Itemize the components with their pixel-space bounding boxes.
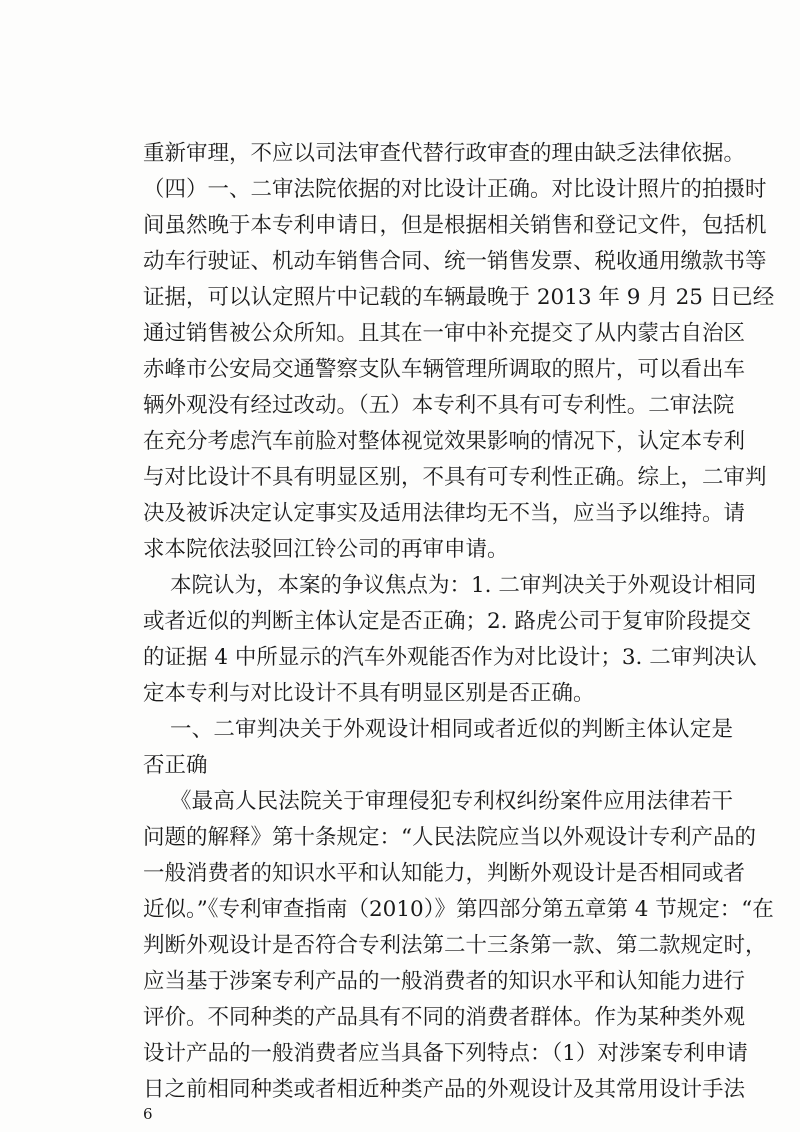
- text-line: 判断外观设计是否符合专利法第二十三条第一款、第二款规定时，: [143, 933, 767, 958]
- text-line: 求本院依法驳回江铃公司的再审申请。: [143, 537, 509, 562]
- text-line: 在充分考虑汽车前脸对整体视觉效果影响的情况下，认定本专利: [143, 429, 746, 454]
- page-number: 6: [143, 1105, 153, 1123]
- section-heading: 一、二审判决关于外观设计相同或者近似的判断主体认定是: [170, 717, 733, 742]
- text-line: 近似。”《专利审查指南（2010）》第四部分第五章第 4 节规定：“在: [143, 897, 774, 922]
- text-line: 一般消费者的知识水平和认知能力，判断外观设计是否相同或者: [143, 861, 746, 886]
- text-line: （四）一、二审法院依据的对比设计正确。对比设计照片的拍摄时: [143, 177, 767, 202]
- text-line: 本院认为，本案的争议焦点为：1. 二审判决关于外观设计相同: [170, 573, 757, 598]
- text-line: 决及被诉决定认定事实及适用法律均无不当，应当予以维持。请: [143, 501, 746, 526]
- text-line: 的证据 4 中所显示的汽车外观能否作为对比设计；3. 二审判决认: [143, 645, 757, 670]
- text-line: 辆外观没有经过改动。（五）本专利不具有可专利性。二审法院: [143, 393, 735, 418]
- text-line: 证据，可以认定照片中记载的车辆最晚于 2013 年 9 月 25 日已经: [143, 285, 775, 310]
- text-line: 问题的解释》第十条规定：“人民法院应当以外观设计专利产品的: [143, 825, 756, 850]
- section-heading: 否正确: [143, 753, 208, 778]
- text-line: 评价。不同种类的产品具有不同的消费者群体。作为某种类外观: [143, 1005, 746, 1030]
- text-line: 或者近似的判断主体认定是否正确；2. 路虎公司于复审阶段提交: [143, 609, 751, 634]
- text-line: 动车行驶证、机动车销售合同、统一销售发票、税收通用缴款书等: [143, 249, 767, 274]
- text-line: 《最高人民法院关于审理侵犯专利权纠纷案件应用法律若干: [170, 789, 733, 814]
- text-line: 重新审理，不应以司法审查代替行政审查的理由缺乏法律依据。: [143, 141, 746, 166]
- text-line: 赤峰市公安局交通警察支队车辆管理所调取的照片，可以看出车: [143, 357, 746, 382]
- text-line: 间虽然晚于本专利申请日，但是根据相关销售和登记文件，包括机: [143, 213, 767, 238]
- text-line: 应当基于涉案专利产品的一般消费者的知识水平和认知能力进行: [143, 969, 746, 994]
- text-line: 日之前相同种类或者相近种类产品的外观设计及其常用设计手法: [143, 1077, 746, 1102]
- text-line: 通过销售被公众所知。且其在一审中补充提交了从内蒙古自治区: [143, 321, 746, 346]
- text-line: 设计产品的一般消费者应当具备下列特点：（1）对涉案专利申请: [143, 1041, 748, 1066]
- text-line: 与对比设计不具有明显区别，不具有可专利性正确。综上，二审判: [143, 465, 767, 490]
- text-line: 定本专利与对比设计不具有明显区别是否正确。: [143, 681, 595, 706]
